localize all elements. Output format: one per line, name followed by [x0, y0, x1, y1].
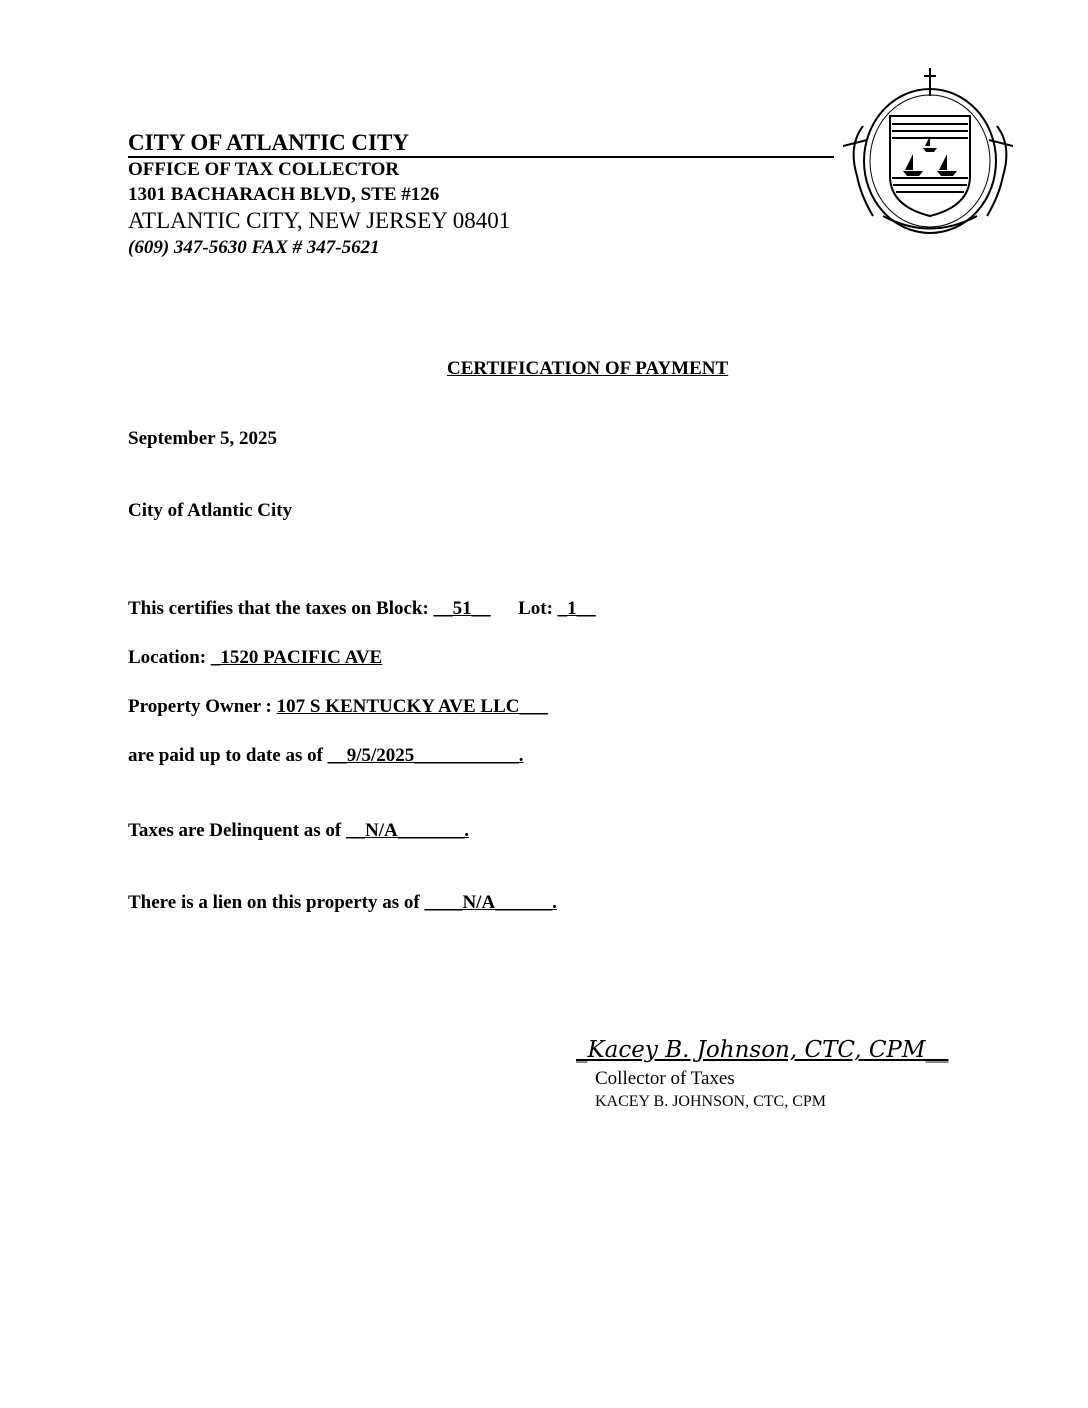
lien-value: ____N/A______.	[424, 892, 557, 913]
location-line	[128, 646, 382, 670]
city-seal	[843, 66, 1013, 238]
signature: _Kacey B. Johnson, CTC, CPM__	[576, 1037, 949, 1063]
city-title: CITY OF ATLANTIC CITY	[128, 129, 834, 158]
paid-label: are paid up to date as of	[128, 745, 323, 766]
lot-label: Lot:	[518, 598, 553, 619]
certificate-title: CERTIFICATION OF PAYMENT	[447, 358, 729, 379]
block-lot-line	[128, 597, 596, 621]
lot-value: _1__	[557, 598, 596, 619]
owner-line	[128, 695, 548, 719]
block-label: This certifies that the taxes on Block:	[128, 598, 429, 619]
location-label: Location:	[128, 647, 207, 668]
lien-line	[128, 891, 557, 915]
signer-name: KACEY B. JOHNSON, CTC, CPM	[595, 1093, 826, 1110]
delinquent-label: Taxes are Delinquent as of	[128, 820, 342, 841]
seal-icon	[843, 66, 1013, 238]
delinquent-value: __N/A_______.	[346, 820, 469, 841]
paid-line	[128, 744, 524, 768]
block-value: __51__	[433, 598, 491, 619]
city-state-zip: ATLANTIC CITY, NEW JERSEY 08401	[128, 208, 511, 233]
signer-title: Collector of Taxes	[595, 1068, 735, 1089]
location-value: _1520 PACIFIC AVE	[210, 647, 383, 668]
lien-label: There is a lien on this property as of	[128, 892, 420, 913]
office-address: 1301 BACHARACH BLVD, STE #126	[128, 184, 440, 205]
recipient: City of Atlantic City	[128, 500, 293, 521]
office-name: OFFICE OF TAX COLLECTOR	[128, 159, 400, 180]
owner-value: 107 S KENTUCKY AVE LLC___	[276, 696, 548, 717]
owner-label: Property Owner :	[128, 696, 272, 717]
delinquent-line	[128, 819, 469, 843]
paid-value: __9/5/2025___________.	[327, 745, 524, 766]
document-date: September 5, 2025	[128, 428, 277, 449]
phone-fax: (609) 347-5630 FAX # 347-5621	[128, 237, 380, 258]
